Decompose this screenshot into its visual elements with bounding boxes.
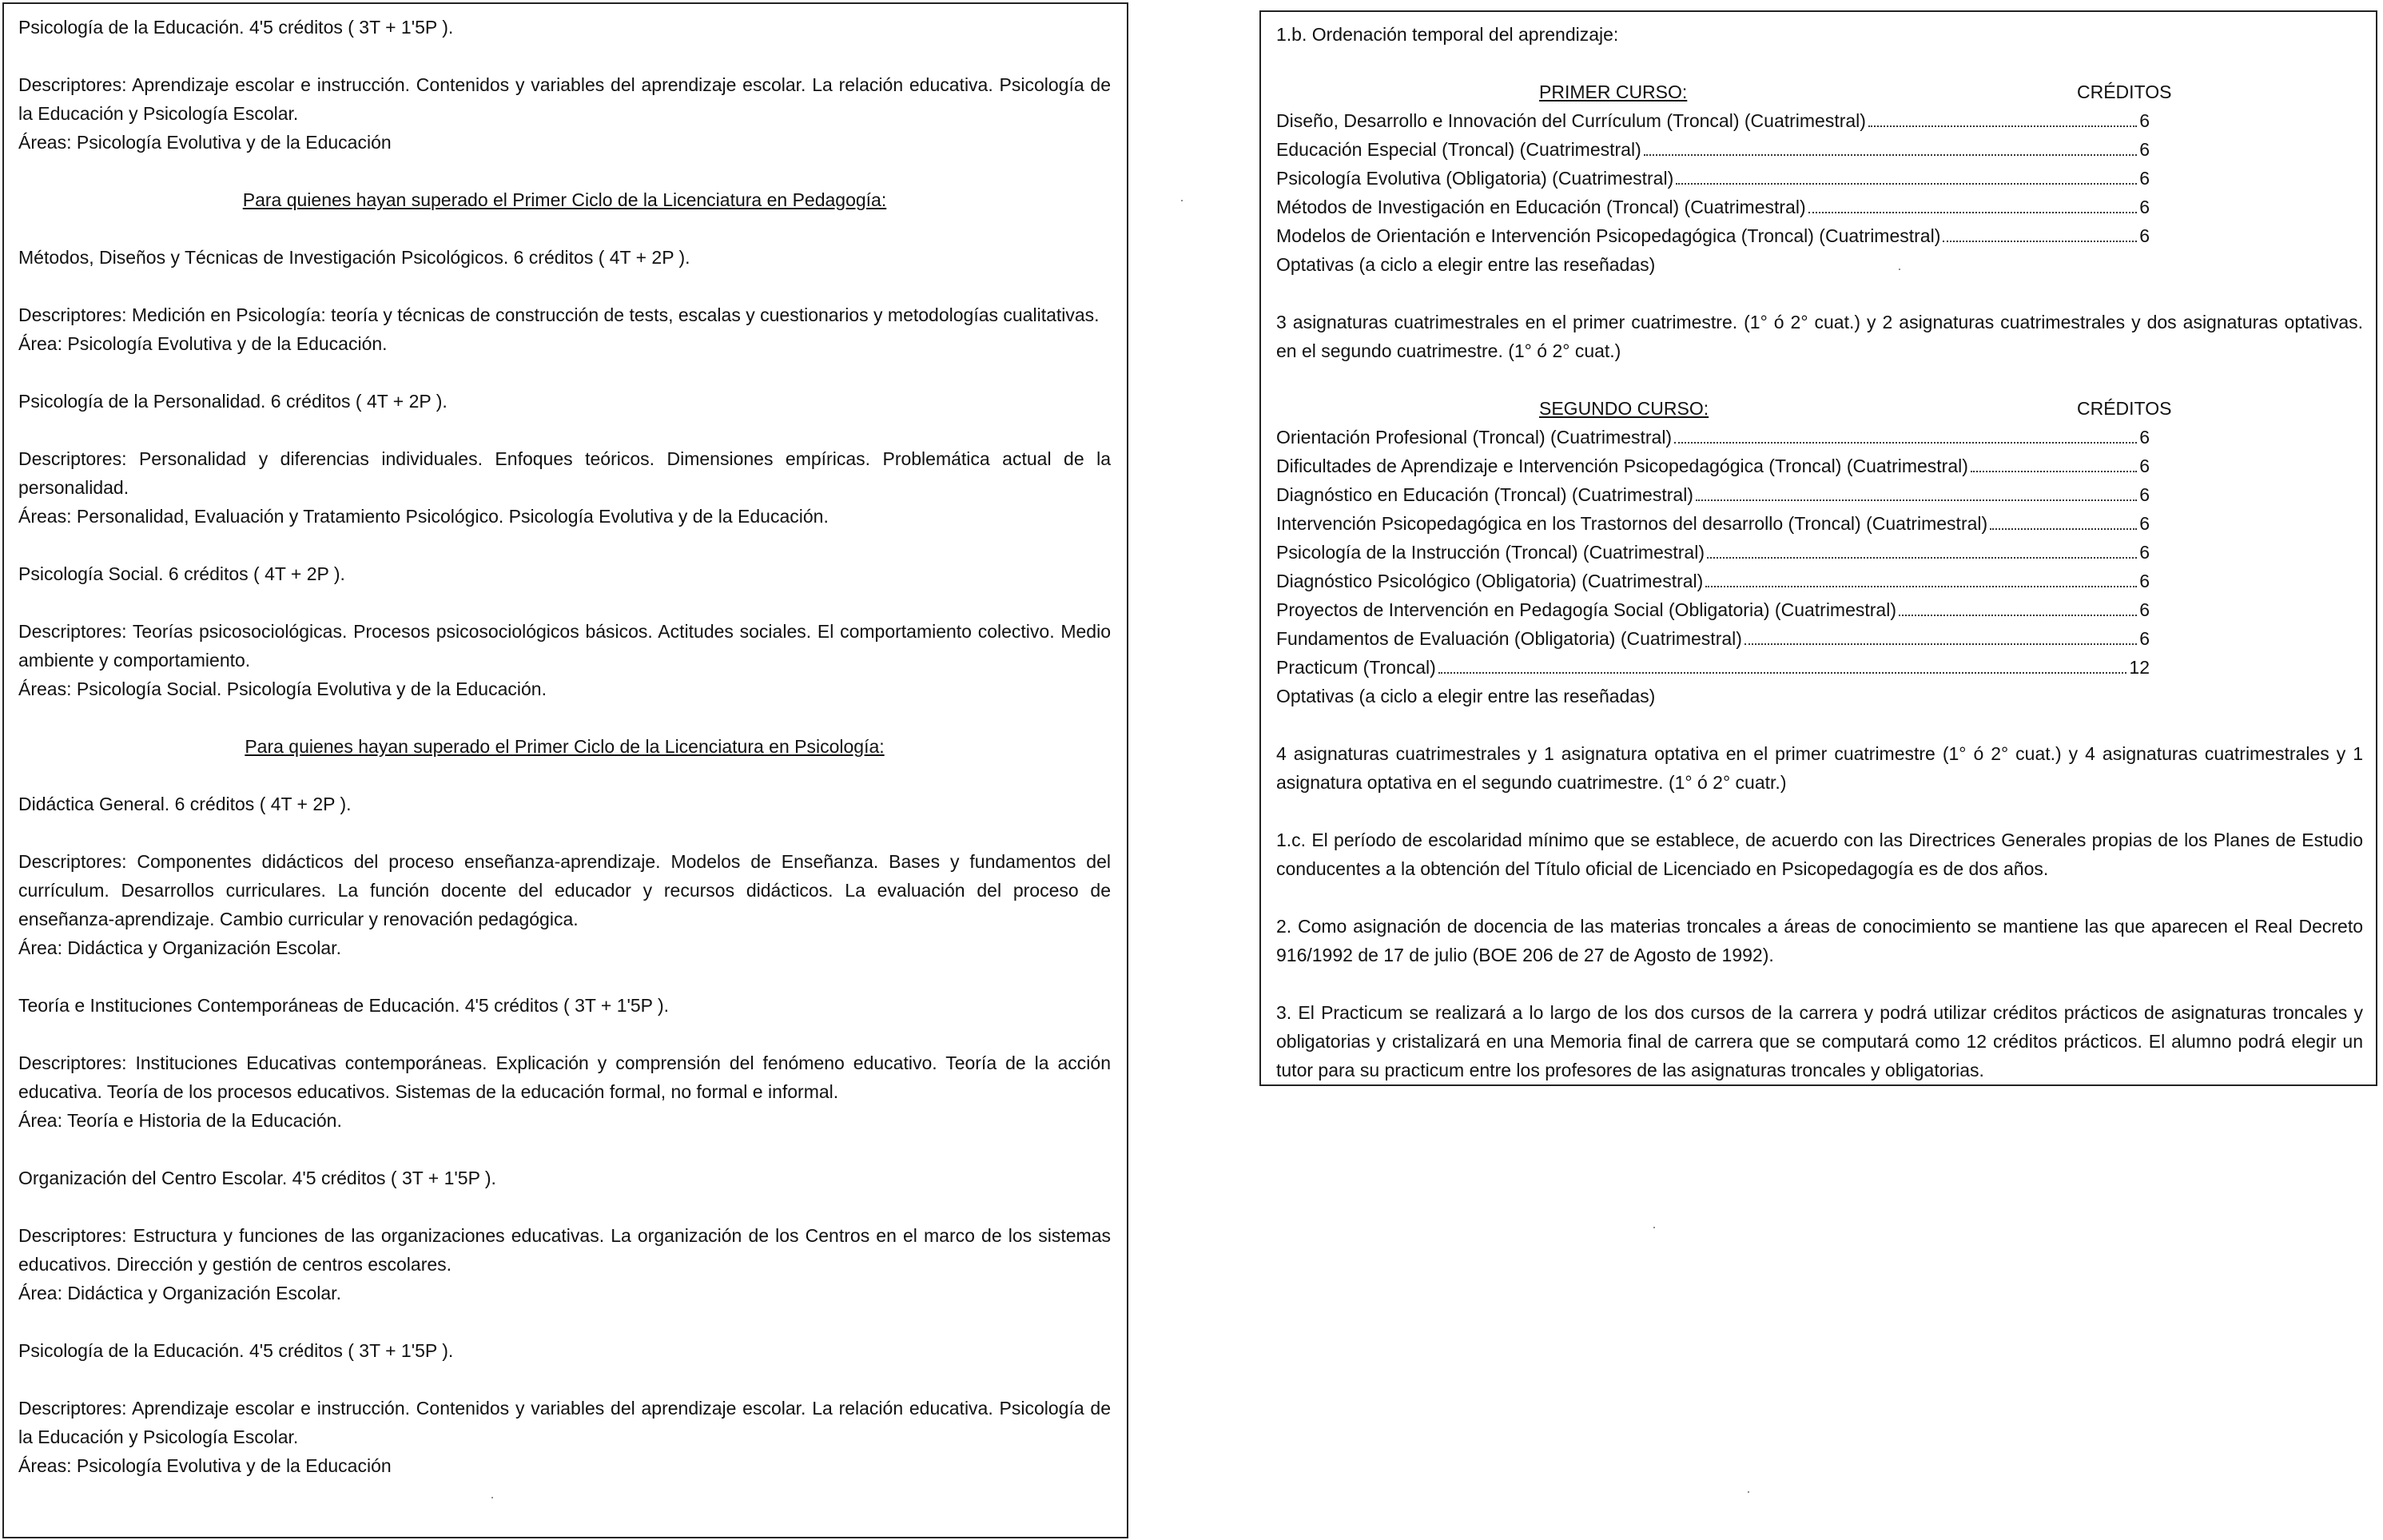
course-row [1276,624,2150,653]
primer-curso-header [1276,78,2363,106]
course-credits: 6 [2139,484,2150,505]
dot-leader [1674,441,2137,444]
heading-pedagogia: Para quienes hayan superado el Primer Ciclo de la Licenciatura en Pedagogía: [242,189,887,210]
course-title: Psicología de la Personalidad. 6 créditos ( 4T + 2P ). [18,391,448,412]
course-row [1276,221,2150,250]
descriptor-text: Área: Didáctica y Organización Escolar. [18,937,341,958]
dot-leader [1438,671,2127,674]
course-title: Métodos, Diseños y Técnicas de Investigación Psicológicos. 6 créditos ( 4T + 2P ). [18,247,690,268]
intro-section [18,13,1111,157]
course-name: Modelos de Orientación e Intervención Psicopedagógica (Troncal) (Cuatrimestral) [1276,225,1941,246]
descriptor-text: Descriptores: Aprendizaje escolar e instrucción. Contenidos y variables del aprendizaje escolar. La relación educativa. Psicología de la Educación y Psicología Escolar. [18,1398,1111,1447]
paragraph-2: 2. Como asignación de docencia de las materias troncales a áreas de conocimiento se mantiene las que aparecen el Real Decreto 916/1992 de 17 de julio (BOE 206 de 27 de Agosto de 1992). [1276,916,2363,965]
dot-leader [1971,470,2137,472]
scan-speck [1748,1491,1749,1493]
course-block [18,300,1111,358]
segundo-curso-heading: SEGUNDO CURSO: [1539,398,1709,419]
dot-leader [1868,125,2137,127]
left-page-panel [2,2,1128,1538]
course-name: Educación Especial (Troncal) (Cuatrimestral) [1276,139,1641,160]
course-name: Psicología de la Instrucción (Troncal) (Cuatrimestral) [1276,542,1705,563]
course-row [1276,567,2150,595]
descriptor-text: Descriptores: Estructura y funciones de las organizaciones educativas. La organización de los Centros en el marco de los sistemas educativos. Dirección y gestión de centros escolares. [18,1225,1111,1275]
course-block [18,847,1111,962]
course-row [1276,653,2150,682]
section-title: 1.b. Ordenación temporal del aprendizaje: [1276,24,1619,45]
course-name: Fundamentos de Evaluación (Obligatoria) (Cuatrimestral) [1276,628,1742,649]
descriptor-text: Áreas: Psicología Evolutiva y de la Educación [18,132,392,153]
course-block [18,444,1111,531]
descriptor-text: Área: Teoría e Historia de la Educación. [18,1110,342,1131]
course-row [1276,423,2150,452]
course-credits: 12 [2129,657,2150,678]
pedagogia-section [18,243,1111,703]
dot-leader [1705,585,2137,587]
course-name: Practicum (Troncal) [1276,657,1436,678]
course-credits: 6 [2139,599,2150,620]
dot-leader [1990,527,2137,530]
descriptor-text: Descriptores: Instituciones Educativas contemporáneas. Explicación y comprensión del fenómeno educativo. Teoría de la acción educativa. Teoría de los procesos educativos. Sistemas de la educación formal, no formal e informal. [18,1053,1111,1102]
primer-note: 3 asignaturas cuatrimestrales en el primer cuatrimestre. (1° ó 2° cuat.) y 2 asignaturas cuatrimestrales y dos asignaturas optativas. en el segundo cuatrimestre. (1° ó 2° cuat.) [1276,312,2363,361]
course-name: Orientación Profesional (Troncal) (Cuatrimestral) [1276,427,1673,448]
course-title: Teoría e Instituciones Contemporáneas de Educación. 4'5 créditos ( 3T + 1'5P ). [18,995,670,1016]
paragraph-1c: 1.c. El período de escolaridad mínimo que se establece, de acuerdo con las Directrices Generales propias de los Planes de Estudio conducentes a la obtención del Título oficial de Licenciado en Psicopedagogía es de dos años. [1276,830,2363,879]
intro-block [18,70,1111,157]
course-title: Psicología Social. 6 créditos ( 4T + 2P ). [18,563,345,584]
course-row [1276,106,2150,135]
scan-speck [491,1497,493,1498]
scan-speck [1899,269,1900,270]
descriptor-text: Descriptores: Aprendizaje escolar e instrucción. Contenidos y variables del aprendizaje escolar. La relación educativa. Psicología de la Educación y Psicología Escolar. [18,74,1111,124]
course-credits: 6 [2139,427,2150,448]
course-block [18,1221,1111,1307]
dot-leader [1707,556,2137,559]
course-row [1276,509,2150,538]
course-row [1276,595,2150,624]
descriptor-text: Descriptores: Teorías psicosociológicas. Procesos psicosociológicos básicos. Actitudes sociales. El comportamiento colectivo. Medio ambiente y comportamiento. [18,621,1111,671]
course-block [18,1049,1111,1135]
dot-leader [1744,643,2137,645]
segundo-curso-list [1276,423,2363,682]
intro-block [18,13,1111,42]
dot-leader [1943,240,2137,242]
course-block [18,790,1111,818]
course-row [1276,193,2150,221]
primer-optativas: Optativas (a ciclo a elegir entre las reseñadas) [1276,254,1656,275]
course-block [18,387,1111,416]
descriptor-text: Descriptores: Medición en Psicología: teoría y técnicas de construcción de tests, escalas y cuestionarios y metodologías cualitativas. [18,304,1100,325]
course-credits: 6 [2139,139,2150,160]
course-name: Diagnóstico Psicológico (Obligatoria) (Cuatrimestral) [1276,571,1704,591]
primer-curso-heading: PRIMER CURSO: [1539,82,1688,102]
descriptor-text: Descriptores: Componentes didácticos del proceso enseñanza-aprendizaje. Modelos de Enseñanza. Bases y fundamentos del currículum. Desarrollos curriculares. La función docente del educador y recursos didácticos. La evaluación del proceso de enseñanza-aprendizaje. Cambio curricular y renovación pedagógica. [18,851,1111,929]
segundo-curso-header [1276,394,2363,423]
course-name: Intervención Psicopedagógica en los Trastornos del desarrollo (Troncal) (Cuatrimestral) [1276,513,1988,534]
course-name: Métodos de Investigación en Educación (Troncal) (Cuatrimestral) [1276,197,1806,217]
descriptor-text: Áreas: Psicología Social. Psicología Evolutiva y de la Educación. [18,678,547,699]
course-row [1276,538,2150,567]
paragraph-3: 3. El Practicum se realizará a lo largo de los dos cursos de la carrera y podrá utilizar créditos prácticos de asignaturas troncales y obligatorias y cristalizará en una Memoria final de carrera que se computará como 12 créditos prácticos. El alumno podrá elegir un tutor para su practicum entre los profesores de las asignaturas troncales y obligatorias. [1276,1002,2363,1080]
dot-leader [1696,499,2137,501]
course-block [18,617,1111,703]
descriptor-text: Áreas: Psicología Evolutiva y de la Educación [18,1455,392,1476]
scan-speck [1181,200,1183,201]
course-credits: 6 [2139,225,2150,246]
course-name: Diagnóstico en Educación (Troncal) (Cuatrimestral) [1276,484,1693,505]
dot-leader [1808,211,2138,213]
course-title: Psicología de la Educación. 4'5 créditos ( 3T + 1'5P ). [18,17,454,38]
dot-leader [1644,153,2137,156]
course-credits: 6 [2139,513,2150,534]
psicologia-section [18,790,1111,1480]
course-block [18,1394,1111,1480]
course-row [1276,452,2150,480]
course-credits: 6 [2139,110,2150,131]
descriptor-text: Área: Didáctica y Organización Escolar. [18,1283,341,1303]
course-name: Dificultades de Aprendizaje e Intervención Psicopedagógica (Troncal) (Cuatrimestral) [1276,456,1968,476]
dot-leader [1676,182,2137,185]
course-credits: 6 [2139,168,2150,189]
segundo-creditos-heading: CRÉDITOS [2077,398,2172,419]
descriptor-text: Área: Psicología Evolutiva y de la Educación. [18,333,388,354]
course-credits: 6 [2139,571,2150,591]
course-row [1276,480,2150,509]
segundo-note: 4 asignaturas cuatrimestrales y 1 asignatura optativa en el primer cuatrimestre (1° ó 2° cuat.) y 4 asignaturas cuatrimestrales y 1 asignatura optativa en el segundo cuatrimestre. (1° ó 2° cuatr.) [1276,743,2363,793]
primer-creditos-heading: CRÉDITOS [2077,82,2172,102]
course-credits: 6 [2139,456,2150,476]
course-row [1276,164,2150,193]
course-title: Didáctica General. 6 créditos ( 4T + 2P ). [18,794,352,814]
heading-psicologia: Para quienes hayan superado el Primer Ciclo de la Licenciatura en Psicología: [245,736,885,757]
course-row [1276,135,2150,164]
course-block [18,1336,1111,1365]
course-block [18,243,1111,272]
course-credits: 6 [2139,628,2150,649]
course-block [18,559,1111,588]
course-block [18,991,1111,1020]
course-name: Proyectos de Intervención en Pedagogía Social (Obligatoria) (Cuatrimestral) [1276,599,1896,620]
course-block [18,1164,1111,1192]
primer-curso-list [1276,106,2363,250]
descriptor-text: Áreas: Personalidad, Evaluación y Tratamiento Psicológico. Psicología Evolutiva y de la Educación. [18,506,829,527]
course-title: Organización del Centro Escolar. 4'5 créditos ( 3T + 1'5P ). [18,1168,496,1188]
dot-leader [1899,614,2137,616]
course-credits: 6 [2139,197,2150,217]
scan-speck [1653,1227,1655,1228]
descriptor-text: Descriptores: Personalidad y diferencias individuales. Enfoques teóricos. Dimensiones empíricas. Problemática actual de la personalidad. [18,448,1111,498]
course-title: Psicología de la Educación. 4'5 créditos ( 3T + 1'5P ). [18,1340,454,1361]
segundo-optativas: Optativas (a ciclo a elegir entre las reseñadas) [1276,686,1656,706]
course-credits: 6 [2139,542,2150,563]
right-page-panel [1259,10,2377,1086]
course-name: Psicología Evolutiva (Obligatoria) (Cuatrimestral) [1276,168,1674,189]
course-name: Diseño, Desarrollo e Innovación del Currículum (Troncal) (Cuatrimestral) [1276,110,1866,131]
